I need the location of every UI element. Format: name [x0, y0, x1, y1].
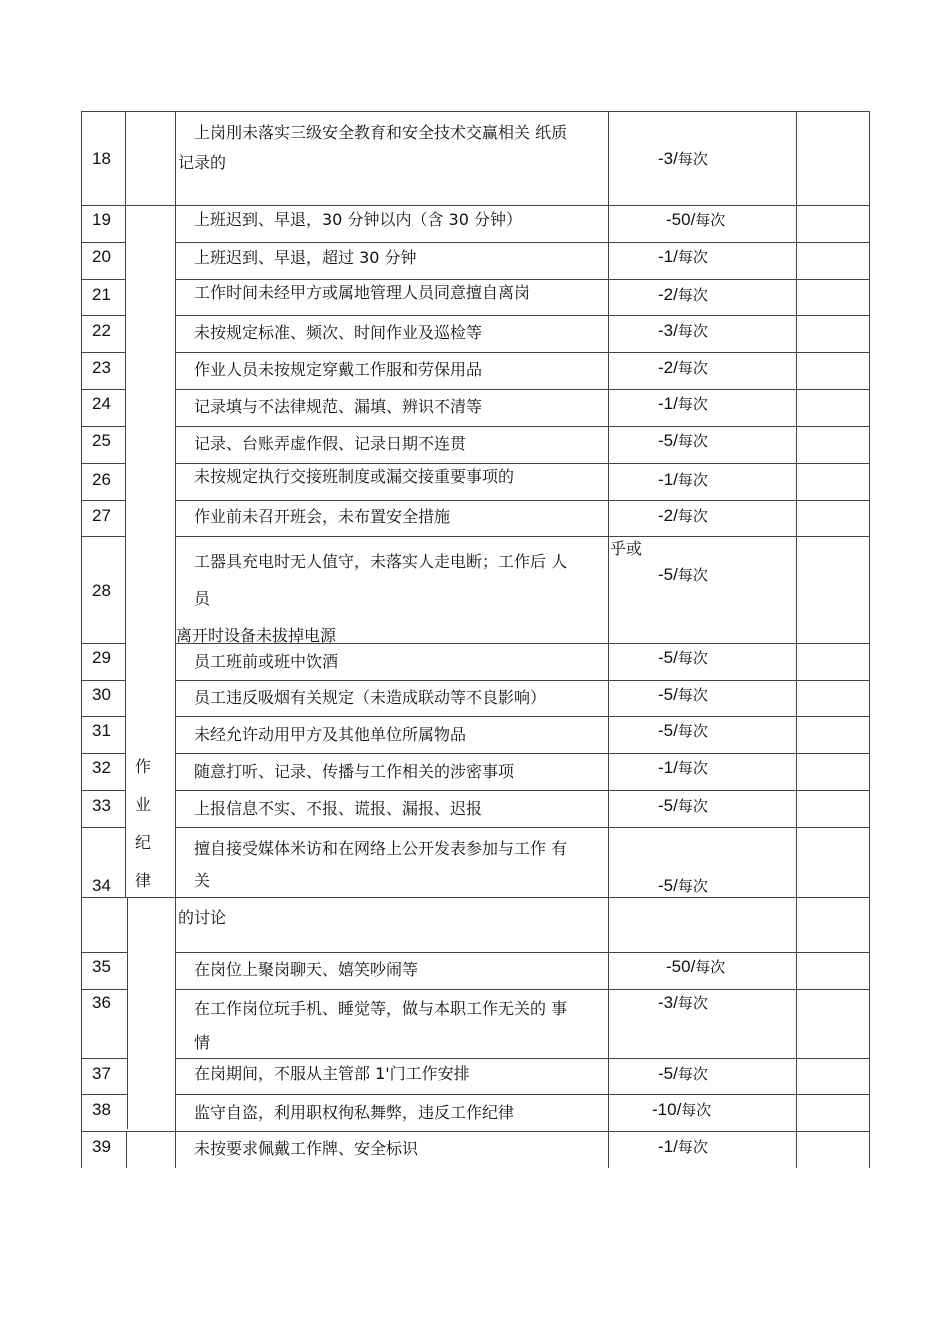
- row-score: -3/每次: [658, 321, 708, 340]
- row-score: -50/每次: [666, 957, 726, 976]
- table-border: [175, 989, 870, 990]
- row-score: -2/每次: [658, 506, 708, 525]
- row-number: 36: [92, 993, 111, 1012]
- table-border: [81, 279, 125, 280]
- row-description: 作业前未召开班会，未布置安全措施: [194, 507, 451, 526]
- table-border: [175, 352, 870, 353]
- row-number: 30: [92, 685, 111, 704]
- table-border: [175, 753, 870, 754]
- row-number: 23: [92, 358, 111, 377]
- row-number: 28: [92, 581, 111, 600]
- table-border: [175, 389, 870, 390]
- row-score: -10/每次: [652, 1100, 712, 1119]
- row-score: -5/每次: [658, 648, 708, 667]
- table-border: [175, 952, 870, 953]
- row-number: 39: [92, 1137, 111, 1156]
- table-border: [175, 680, 870, 681]
- row-number: 27: [92, 506, 111, 525]
- table-border: [175, 463, 870, 464]
- row-description: 记录、台账弄虚作假、记录日期不连贯: [194, 434, 467, 453]
- table-border: [81, 536, 125, 537]
- row-description: 情: [194, 1033, 211, 1052]
- row-score: -2/每次: [658, 285, 708, 304]
- table-border: [175, 1058, 870, 1059]
- table-border: [81, 352, 125, 353]
- row-number: 25: [92, 431, 111, 450]
- row-number: 34: [92, 876, 111, 895]
- table-border: [81, 680, 125, 681]
- row-number: 37: [92, 1064, 111, 1083]
- table-border: [81, 716, 125, 717]
- table-border: [81, 790, 125, 791]
- row-score: -1/每次: [658, 758, 708, 777]
- table-border: [81, 753, 125, 754]
- row-score: -1/每次: [658, 394, 708, 413]
- row-number: 22: [92, 321, 111, 340]
- table-border: [175, 500, 870, 501]
- row-description: 在工作岗位玩手机、睡觉等，做与本职工作无关的 事: [194, 999, 568, 1018]
- row-score: -5/每次: [658, 796, 708, 815]
- table-border: [81, 989, 127, 990]
- row-description: 员工违反吸烟有关规定（未造成联动等不良影响）: [194, 688, 547, 707]
- row-number: 38: [92, 1100, 111, 1119]
- row-number: 20: [92, 247, 111, 266]
- table-border: [81, 643, 125, 644]
- table-border: [81, 1058, 127, 1059]
- table-border: [81, 1094, 127, 1095]
- row-description: 员工班前或班中饮酒: [194, 652, 339, 671]
- row-score: -5/每次: [658, 876, 708, 895]
- row-description: 作业人员未按规定穿戴工作服和劳保用品: [194, 360, 483, 379]
- row-number: 26: [92, 470, 111, 489]
- row-description: 上班迟到、早退，超过 30 分钟: [194, 248, 417, 267]
- row-score: -5/每次: [658, 565, 708, 584]
- row-description: 未经允许动用甲方及其他单位所属物品: [194, 725, 467, 744]
- row-number: 21: [92, 285, 111, 304]
- table-border: [175, 426, 870, 427]
- row-score: -5/每次: [658, 721, 708, 740]
- table-border: [81, 242, 125, 243]
- row-description: 在岗位上聚岗聊天、嬉笑吵闹等: [194, 960, 419, 979]
- row-description: 未按要求佩戴工作牌、安全标识: [194, 1139, 419, 1158]
- table-border: [81, 389, 125, 390]
- row-score: -1/每次: [658, 1137, 708, 1156]
- row-description: 随意打听、记录、传播与工作相关的涉密事项: [194, 762, 515, 781]
- row-score: -50/每次: [666, 210, 726, 229]
- row-score: -3/每次: [658, 993, 708, 1012]
- row-number: 18: [92, 149, 111, 168]
- row-description: 的讨论: [178, 908, 227, 927]
- table-border: [175, 790, 870, 791]
- row-note: 乎或: [610, 539, 643, 558]
- category-label: 作 业 纪 律: [134, 757, 151, 890]
- table-border: [81, 315, 125, 316]
- row-score: -5/每次: [658, 685, 708, 704]
- row-description: 离开时设备未拔掉电源: [176, 626, 337, 645]
- table-border: [127, 897, 128, 1129]
- row-description: 记录填与不法律规范、漏填、辨识不清等: [194, 397, 483, 416]
- table-border: [81, 1131, 870, 1132]
- table-border: [175, 315, 870, 316]
- row-description: 上班迟到、早退，30 分钟以内（含 30 分钟）: [194, 210, 522, 229]
- table-border: [81, 463, 125, 464]
- table-border: [175, 1094, 870, 1095]
- table-border: [869, 111, 870, 1168]
- row-number: 35: [92, 957, 111, 976]
- table-border: [175, 827, 870, 828]
- row-description: 在岗期间，不服从主管部 1'门工作安排: [194, 1064, 470, 1083]
- table-border: [175, 716, 870, 717]
- row-score: -1/每次: [658, 247, 708, 266]
- row-number: 31: [92, 721, 111, 740]
- table-border: [125, 111, 126, 897]
- row-description: 上岗刖未落实三级安全教育和安全技术交赢相关 纸质: [194, 123, 568, 142]
- row-score: -2/每次: [658, 358, 708, 377]
- row-description: 未按规定执行交接班制度或漏交接重要事项的: [194, 467, 515, 486]
- row-score: -1/每次: [658, 470, 708, 489]
- row-number: 29: [92, 648, 111, 667]
- row-description: 工器具充电时无人值守，未落实人走电断；工作后 人: [194, 552, 568, 571]
- table-border: [175, 536, 870, 537]
- row-number: 19: [92, 210, 111, 229]
- table-border: [81, 500, 125, 501]
- row-number: 24: [92, 394, 111, 413]
- table-border: [81, 827, 125, 828]
- row-description: 记录的: [178, 153, 227, 172]
- row-number: 33: [92, 796, 111, 815]
- table-border: [81, 111, 82, 1168]
- row-description: 关: [194, 871, 211, 890]
- row-score: -5/每次: [658, 1064, 708, 1083]
- table-border: [81, 205, 870, 206]
- table-border: [175, 242, 870, 243]
- table-border: [126, 1131, 127, 1168]
- row-description: 员: [194, 589, 211, 608]
- table-border: [81, 426, 125, 427]
- table-border: [81, 897, 870, 898]
- table-border: [81, 111, 870, 112]
- table-border: [608, 111, 609, 1168]
- row-score: -5/每次: [658, 431, 708, 450]
- table-border: [796, 111, 797, 1168]
- row-description: 擅自接受媒体米访和在网络上公开发表参加与工作 有: [194, 839, 568, 858]
- table-border: [81, 952, 127, 953]
- row-score: -3/每次: [658, 149, 708, 168]
- row-description: 工作时间未经甲方或属地管理人员同意擅自离岗: [194, 283, 531, 302]
- table-border: [175, 279, 870, 280]
- row-number: 32: [92, 758, 111, 777]
- row-description: 未按规定标准、频次、时间作业及巡检等: [194, 323, 483, 342]
- row-description: 上报信息不实、不报、谎报、漏报、迟报: [194, 799, 483, 818]
- row-description: 监守自盗，利用职权徇私舞弊，违反工作纪律: [194, 1103, 515, 1122]
